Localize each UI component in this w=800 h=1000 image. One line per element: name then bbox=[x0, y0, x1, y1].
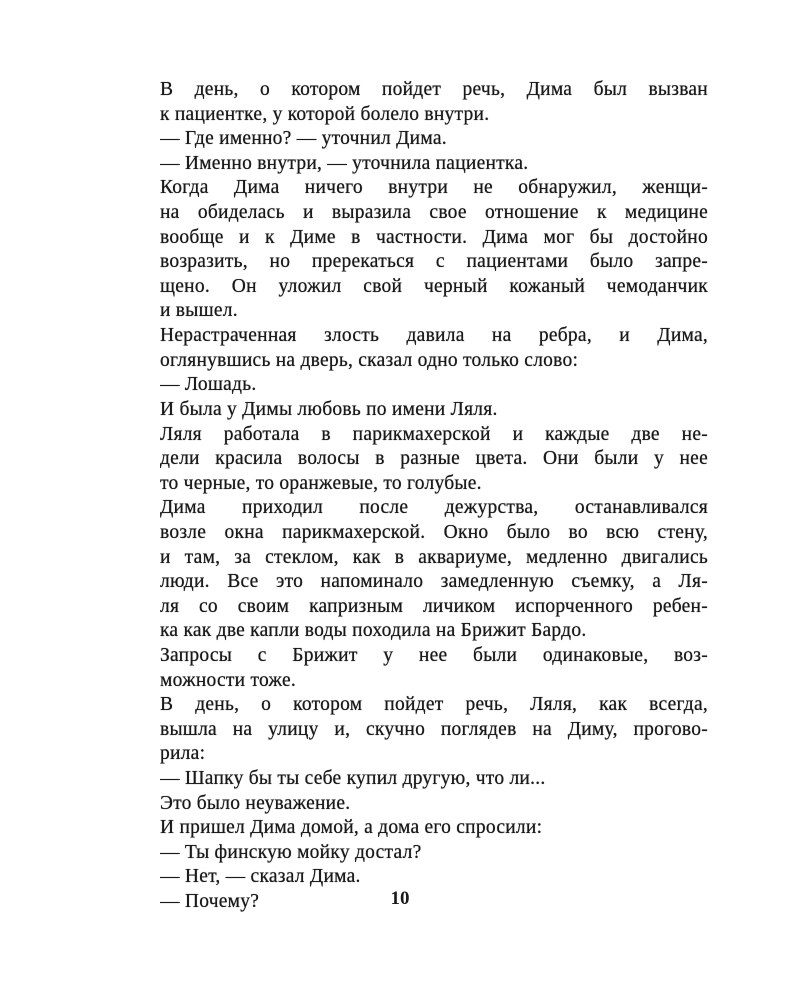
text-line: то черные, то оранжевые, то голубые. bbox=[160, 472, 482, 494]
text-line: ля со своим капризным личиком испорченного ребен- bbox=[160, 595, 708, 617]
text-line: И была у Димы любовь по имени Ляля. bbox=[160, 399, 498, 420]
text-line: В день, о котором пойдет речь, Дима был вызван bbox=[160, 79, 708, 100]
dialogue-line: — Именно внутри, — уточнила пациентка. bbox=[160, 152, 529, 174]
text-line: и там, за стеклом, как в аквариуме, медленно двигались bbox=[160, 546, 708, 568]
dialogue-line: — Где именно? — уточнил Дима. bbox=[160, 128, 447, 150]
dialogue-line: — Почему? bbox=[160, 890, 260, 912]
text-section-second bbox=[160, 398, 708, 914]
dialogue-line: — Шапку бы ты себе купил другую, что ли... bbox=[160, 767, 546, 789]
text-line: И пришел Дима домой, а дома его спросили: bbox=[160, 817, 543, 839]
text-line: можности тоже. bbox=[160, 669, 297, 691]
text-line: возразить, но пререкаться с пациентами было запре- bbox=[160, 251, 708, 273]
text-line: Это было неуважение. bbox=[160, 792, 351, 814]
text-line: на обиделась и выразила свое отношение к медицине bbox=[160, 201, 708, 223]
dialogue-line: — Ты финскую мойку достал? bbox=[160, 841, 422, 863]
text-line: Дима приходил после дежурства, останавливался bbox=[160, 497, 708, 519]
text-line: В день, о котором пойдет речь, Ляля, как всегда, bbox=[160, 694, 708, 716]
text-line: люди. Все это напоминало замедленную съемку, а Ля- bbox=[160, 571, 708, 593]
dialogue-line: — Нет, — сказал Дима. bbox=[160, 866, 361, 888]
text-line: вышла на улицу и, скучно поглядев на Диму, прогово- bbox=[160, 718, 708, 740]
text-line: Ляля работала в парикмахерской и каждые две не- bbox=[160, 423, 708, 445]
text-line: и вышел. bbox=[160, 300, 238, 322]
text-line: Когда Дима ничего внутри не обнаружил, женщи- bbox=[160, 177, 708, 199]
dialogue-line: — Лошадь. bbox=[160, 374, 257, 396]
text-line: Нерастраченная злость давила на ребра, и Дима, bbox=[160, 324, 708, 346]
page-number: 10 bbox=[390, 888, 410, 909]
text-line: вообще и к Диме в частности. Дима мог бы достойно bbox=[160, 226, 708, 248]
text-line: дели красила волосы в разные цвета. Они были у нее bbox=[160, 448, 708, 470]
text-line: оглянувшись на дверь, сказал одно только слово: bbox=[160, 349, 579, 371]
text-line: щено. Он уложил свой черный кожаный чемоданчик bbox=[160, 275, 708, 297]
text-section-first bbox=[160, 78, 708, 398]
text-line: Запросы с Брижит у нее были одинаковые, воз- bbox=[160, 644, 708, 666]
text-line: возле окна парикмахерской. Окно было во всю стену, bbox=[160, 521, 708, 543]
text-line: к пациентке, у которой болело внутри. bbox=[160, 103, 490, 125]
text-line: ка как две капли воды походила на Брижит Бардо. bbox=[160, 620, 587, 642]
text-line: рила: bbox=[160, 743, 206, 765]
